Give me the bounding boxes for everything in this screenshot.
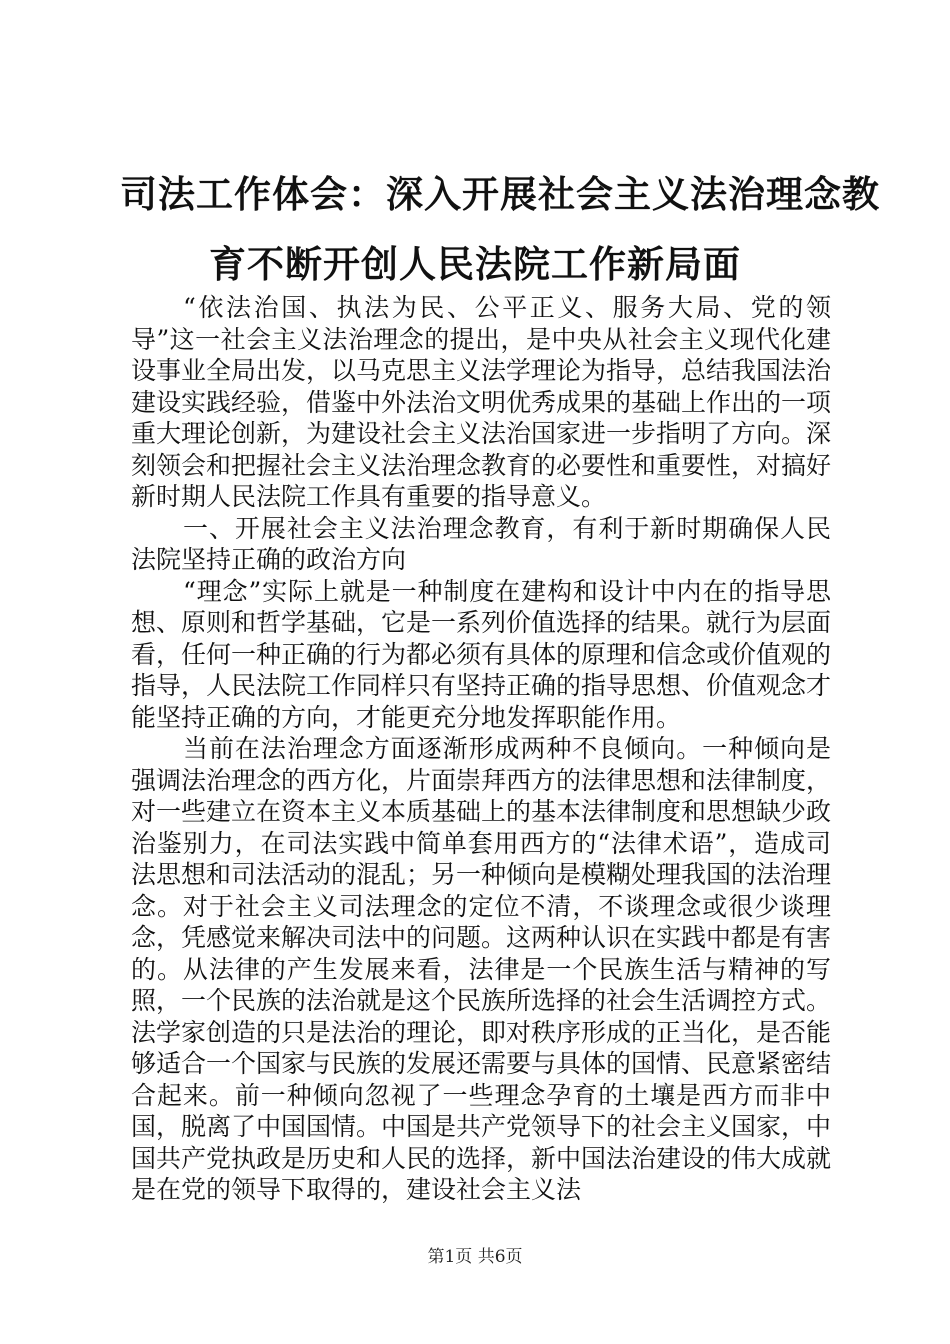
paragraph-intro: “依法治国、执法为民、公平正义、服务大局、党的领导”这一社会主义法治理念的提出，是中央从社会主义现代化建设事业全局出发，以马克思主义法学理论为指导，总结我国法治建设实践经验，借鉴中外法治文明优秀成果的基础上作出的一项重大理论创新，为建设社会主义法治国家进一步指明了方向。深刻领会和把握社会主义法治理念教育的必要性和重要性，对搞好新时期人民法院工作具有重要的指导意义。 <box>131 293 832 511</box>
document-body <box>131 292 831 1206</box>
page-footer: 第1页 共6页 <box>427 1247 523 1267</box>
title-line-1: 司法工作体会：深入开展社会主义法治理念教 <box>120 173 880 216</box>
title-line-2: 育不断开创人民法院工作新局面 <box>209 243 741 286</box>
document-title <box>120 160 880 300</box>
paragraph-tendencies: 当前在法治理念方面逐渐形成两种不良倾向。一种倾向是强调法治理念的西方化，片面崇拜西方的法律思想和法律制度，对一些建立在资本主义本质基础上的基本法律制度和思想缺少政治鉴别力，在司法实践中简单套用西方的“法律术语”，造成司法思想和司法活动的混乱；另一种倾向是模糊处理我国的法治理念。对于社会主义司法理念的定位不清，不谈理念或很少谈理念，凭感觉来解决司法中的问题。这两种认识在实践中都是有害的。从法律的产生发展来看，法律是一个民族生活与精神的写照，一个民族的法治就是这个民族所选择的社会生活调控方式。法学家创造的只是法治的理论，即对秩序形成的正当化，是否能够适合一个国家与民族的发展还需要与具体的国情、民意紧密结合起来。前一种倾向忽视了一些理念孕育的土壤是西方而非中国，脱离了中国国情。中国是共产党领导下的社会主义国家，中国共产党执政是历史和人民的选择，新中国法治建设的伟大成就是在党的领导下取得的，建设社会主义法 <box>131 734 832 1204</box>
section-heading-1: 一、开展社会主义法治理念教育，有利于新时期确保人民法院坚持正确的政治方向 <box>131 513 831 574</box>
paragraph-concept: “理念”实际上就是一种制度在建构和设计中内在的指导思想、原则和哲学基础，它是一系列价值选择的结果。就行为层面看，任何一种正确的行为都必须有具体的原理和信念或价值观的指导，人民法院工作同样只有坚持正确的指导思想、价值观念才能坚持正确的方向，才能更充分地发挥职能作用。 <box>131 576 832 732</box>
